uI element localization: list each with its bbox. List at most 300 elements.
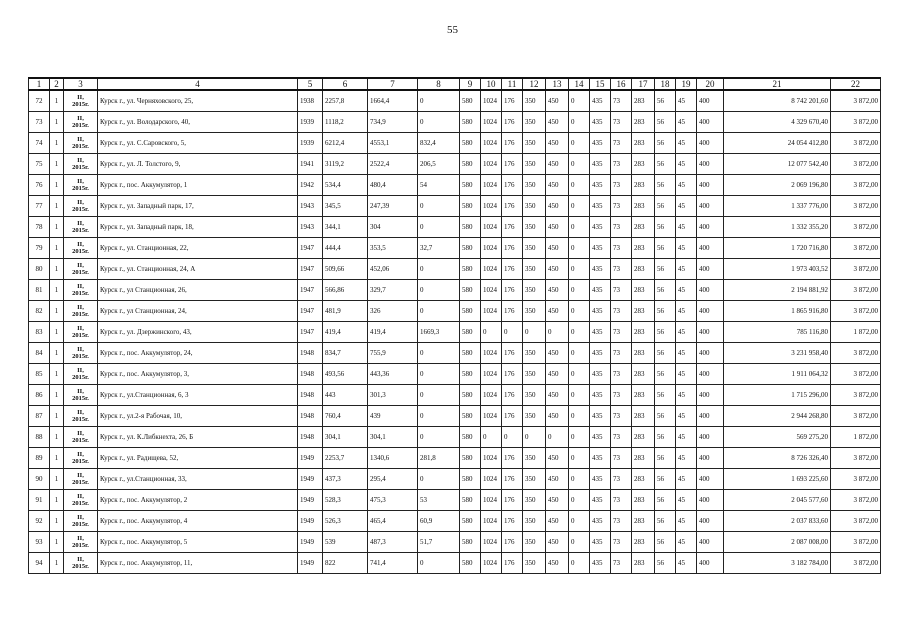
period-line: II, bbox=[77, 514, 84, 521]
table-cell: 78 bbox=[29, 217, 50, 238]
table-cell: 75 bbox=[29, 154, 50, 175]
table-cell: 2 045 577,60 bbox=[724, 490, 831, 511]
table-cell: 2 087 008,00 bbox=[724, 532, 831, 553]
table-cell: 450 bbox=[546, 259, 569, 280]
table-cell: 400 bbox=[697, 385, 724, 406]
table-cell: 344,1 bbox=[323, 217, 368, 238]
column-number-header: 17 bbox=[632, 78, 655, 90]
table-cell: 350 bbox=[523, 217, 546, 238]
table-cell: 73 bbox=[611, 427, 632, 448]
table-cell: 435 bbox=[590, 448, 611, 469]
table-cell: 1 bbox=[50, 196, 64, 217]
table-cell: 0 bbox=[569, 406, 590, 427]
table-cell: 580 bbox=[460, 406, 481, 427]
period-line: 2015г. bbox=[72, 164, 89, 171]
table-cell: 283 bbox=[632, 154, 655, 175]
table-cell: 1024 bbox=[481, 385, 502, 406]
period-line: II, bbox=[77, 283, 84, 290]
table-cell: 73 bbox=[611, 154, 632, 175]
table-cell: 435 bbox=[590, 322, 611, 343]
table-cell: 1 bbox=[50, 238, 64, 259]
table-row bbox=[29, 175, 881, 196]
table-cell: 435 bbox=[590, 406, 611, 427]
table-cell: 283 bbox=[632, 532, 655, 553]
column-number-header: 1 bbox=[29, 78, 50, 90]
table-cell: 400 bbox=[697, 154, 724, 175]
table-cell: 580 bbox=[460, 448, 481, 469]
table-cell: 176 bbox=[502, 448, 523, 469]
period-line: II, bbox=[77, 262, 84, 269]
period-cell bbox=[64, 511, 98, 532]
table-cell: 439 bbox=[368, 406, 418, 427]
table-cell: 56 bbox=[655, 196, 676, 217]
table-row bbox=[29, 427, 881, 448]
table-cell: 1024 bbox=[481, 448, 502, 469]
table-cell: 0 bbox=[569, 154, 590, 175]
table-cell: 56 bbox=[655, 175, 676, 196]
table-cell: 3 872,00 bbox=[831, 385, 881, 406]
table-cell: 435 bbox=[590, 112, 611, 133]
column-number-header: 8 bbox=[418, 78, 460, 90]
table-cell: 1948 bbox=[298, 406, 323, 427]
table-cell: 45 bbox=[676, 511, 697, 532]
column-number-header: 4 bbox=[98, 78, 298, 90]
table-cell: 0 bbox=[418, 301, 460, 322]
table-cell: 206,5 bbox=[418, 154, 460, 175]
table-cell: 437,3 bbox=[323, 469, 368, 490]
table-cell: 487,3 bbox=[368, 532, 418, 553]
period-line: 2015г. bbox=[72, 227, 89, 234]
table-cell: 3 872,00 bbox=[831, 112, 881, 133]
table-cell: 0 bbox=[569, 532, 590, 553]
address-cell: Курск г., ул. Западный парк, 18, bbox=[98, 217, 298, 238]
table-cell: 450 bbox=[546, 112, 569, 133]
table-cell: 450 bbox=[546, 217, 569, 238]
table-cell: 0 bbox=[418, 343, 460, 364]
table-cell: 0 bbox=[569, 364, 590, 385]
table-cell: 56 bbox=[655, 259, 676, 280]
address-cell: Курск г., пос. Аккумулятор, 5 bbox=[98, 532, 298, 553]
table-cell: 283 bbox=[632, 511, 655, 532]
table-cell: 400 bbox=[697, 90, 724, 112]
table-cell: 509,66 bbox=[323, 259, 368, 280]
address-cell: Курск г., ул. Л. Толстого, 9, bbox=[98, 154, 298, 175]
table-cell: 24 054 412,80 bbox=[724, 133, 831, 154]
column-number-header: 5 bbox=[298, 78, 323, 90]
table-cell: 45 bbox=[676, 385, 697, 406]
table-cell: 1949 bbox=[298, 532, 323, 553]
table-cell: 465,4 bbox=[368, 511, 418, 532]
address-cell: Курск г., ул. Володарского, 40, bbox=[98, 112, 298, 133]
table-cell: 89 bbox=[29, 448, 50, 469]
table-cell: 400 bbox=[697, 133, 724, 154]
address-cell: Курск г., ул. Черняховского, 25, bbox=[98, 90, 298, 112]
table-cell: 580 bbox=[460, 385, 481, 406]
table-cell: 73 bbox=[611, 322, 632, 343]
table-cell: 283 bbox=[632, 280, 655, 301]
address-cell: Курск г., ул Станционная, 26, bbox=[98, 280, 298, 301]
table-cell: 283 bbox=[632, 364, 655, 385]
table-cell: 0 bbox=[418, 217, 460, 238]
table-cell: 1 bbox=[50, 259, 64, 280]
table-cell: 295,4 bbox=[368, 469, 418, 490]
table-cell: 176 bbox=[502, 90, 523, 112]
period-cell bbox=[64, 490, 98, 511]
table-cell: 580 bbox=[460, 175, 481, 196]
table-cell: 0 bbox=[569, 196, 590, 217]
table-cell: 1024 bbox=[481, 90, 502, 112]
table-cell: 176 bbox=[502, 511, 523, 532]
table-cell: 0 bbox=[502, 427, 523, 448]
table-cell: 329,7 bbox=[368, 280, 418, 301]
table-cell: 45 bbox=[676, 175, 697, 196]
table-cell: 56 bbox=[655, 532, 676, 553]
table-cell: 400 bbox=[697, 364, 724, 385]
column-number-header: 14 bbox=[569, 78, 590, 90]
table-cell: 54 bbox=[418, 175, 460, 196]
table-cell: 450 bbox=[546, 553, 569, 574]
table-row bbox=[29, 490, 881, 511]
table-cell: 73 bbox=[611, 238, 632, 259]
table-cell: 79 bbox=[29, 238, 50, 259]
table-cell: 1948 bbox=[298, 385, 323, 406]
table-cell: 73 bbox=[611, 553, 632, 574]
table-cell: 73 bbox=[611, 469, 632, 490]
table-cell: 45 bbox=[676, 343, 697, 364]
table-cell: 56 bbox=[655, 343, 676, 364]
table-cell: 1 872,00 bbox=[831, 427, 881, 448]
table-cell: 741,4 bbox=[368, 553, 418, 574]
table-cell: 400 bbox=[697, 259, 724, 280]
table-cell: 91 bbox=[29, 490, 50, 511]
table-cell: 73 bbox=[611, 406, 632, 427]
table-cell: 1 bbox=[50, 553, 64, 574]
table-cell: 526,3 bbox=[323, 511, 368, 532]
table-cell: 0 bbox=[569, 385, 590, 406]
table-cell: 1942 bbox=[298, 175, 323, 196]
period-cell bbox=[64, 406, 98, 427]
table-cell: 0 bbox=[418, 196, 460, 217]
table-cell: 45 bbox=[676, 154, 697, 175]
table-cell: 73 bbox=[611, 364, 632, 385]
table-cell: 1024 bbox=[481, 259, 502, 280]
table-cell: 1024 bbox=[481, 364, 502, 385]
table-cell: 283 bbox=[632, 490, 655, 511]
column-number-row bbox=[29, 78, 881, 90]
table-cell: 45 bbox=[676, 406, 697, 427]
table-cell: 51,7 bbox=[418, 532, 460, 553]
table-cell: 400 bbox=[697, 511, 724, 532]
table-cell: 3 231 958,40 bbox=[724, 343, 831, 364]
table-cell: 450 bbox=[546, 90, 569, 112]
table-cell: 45 bbox=[676, 322, 697, 343]
table-cell: 350 bbox=[523, 385, 546, 406]
table-cell: 283 bbox=[632, 553, 655, 574]
table-cell: 45 bbox=[676, 217, 697, 238]
table-cell: 400 bbox=[697, 406, 724, 427]
table-cell: 435 bbox=[590, 238, 611, 259]
table-cell: 1 bbox=[50, 301, 64, 322]
table-cell: 2 194 881,92 bbox=[724, 280, 831, 301]
table-cell: 56 bbox=[655, 427, 676, 448]
table-cell: 580 bbox=[460, 364, 481, 385]
table-cell: 77 bbox=[29, 196, 50, 217]
table-cell: 176 bbox=[502, 301, 523, 322]
table-row bbox=[29, 364, 881, 385]
table-cell: 3 872,00 bbox=[831, 238, 881, 259]
table-cell: 435 bbox=[590, 553, 611, 574]
period-line: II, bbox=[77, 472, 84, 479]
period-line: II, bbox=[77, 430, 84, 437]
table-row bbox=[29, 532, 881, 553]
table-cell: 435 bbox=[590, 175, 611, 196]
period-line: 2015г. bbox=[72, 416, 89, 423]
table-cell: 81 bbox=[29, 280, 50, 301]
table-row bbox=[29, 448, 881, 469]
period-line: 2015г. bbox=[72, 290, 89, 297]
table-cell: 435 bbox=[590, 364, 611, 385]
table-cell: 1 337 776,00 bbox=[724, 196, 831, 217]
address-cell: Курск г., ул. Станционная, 24, А bbox=[98, 259, 298, 280]
address-cell: Курск г., ул Станционная, 24, bbox=[98, 301, 298, 322]
table-cell: 72 bbox=[29, 90, 50, 112]
address-cell: Курск г., ул. Западный парк, 17, bbox=[98, 196, 298, 217]
table-cell: 283 bbox=[632, 217, 655, 238]
table-cell: 281,8 bbox=[418, 448, 460, 469]
table-cell: 0 bbox=[569, 322, 590, 343]
period-line: 2015г. bbox=[72, 437, 89, 444]
table-cell: 1024 bbox=[481, 238, 502, 259]
table-cell: 56 bbox=[655, 280, 676, 301]
table-cell: 0 bbox=[418, 112, 460, 133]
table-row bbox=[29, 511, 881, 532]
address-cell: Курск г., ул.Станционная, 33, bbox=[98, 469, 298, 490]
table-cell: 400 bbox=[697, 427, 724, 448]
table-cell: 0 bbox=[418, 427, 460, 448]
table-cell: 4553,1 bbox=[368, 133, 418, 154]
period-cell bbox=[64, 322, 98, 343]
table-cell: 90 bbox=[29, 469, 50, 490]
table-cell: 350 bbox=[523, 238, 546, 259]
period-line: II, bbox=[77, 325, 84, 332]
table-cell: 450 bbox=[546, 364, 569, 385]
table-cell: 580 bbox=[460, 280, 481, 301]
table-cell: 1947 bbox=[298, 238, 323, 259]
table-cell: 45 bbox=[676, 553, 697, 574]
table-cell: 350 bbox=[523, 406, 546, 427]
table-cell: 1024 bbox=[481, 406, 502, 427]
column-number-header: 18 bbox=[655, 78, 676, 90]
table-cell: 0 bbox=[418, 364, 460, 385]
table-cell: 176 bbox=[502, 280, 523, 301]
table-cell: 3 872,00 bbox=[831, 90, 881, 112]
table-cell: 176 bbox=[502, 490, 523, 511]
table-cell: 580 bbox=[460, 511, 481, 532]
table-row bbox=[29, 469, 881, 490]
table-cell: 1947 bbox=[298, 301, 323, 322]
table-cell: 301,3 bbox=[368, 385, 418, 406]
table-cell: 2257,8 bbox=[323, 90, 368, 112]
table-cell: 444,4 bbox=[323, 238, 368, 259]
period-line: II, bbox=[77, 136, 84, 143]
table-cell: 452,06 bbox=[368, 259, 418, 280]
period-line: 2015г. bbox=[72, 206, 89, 213]
period-cell bbox=[64, 280, 98, 301]
table-cell: 283 bbox=[632, 112, 655, 133]
period-line: 2015г. bbox=[72, 479, 89, 486]
table-cell: 1 bbox=[50, 511, 64, 532]
table-cell: 326 bbox=[368, 301, 418, 322]
table-cell: 435 bbox=[590, 259, 611, 280]
period-line: II, bbox=[77, 304, 84, 311]
table-cell: 580 bbox=[460, 196, 481, 217]
table-cell: 0 bbox=[523, 322, 546, 343]
table-cell: 60,9 bbox=[418, 511, 460, 532]
period-line: II, bbox=[77, 451, 84, 458]
period-cell bbox=[64, 196, 98, 217]
table-cell: 3 872,00 bbox=[831, 301, 881, 322]
table-cell: 400 bbox=[697, 490, 724, 511]
period-line: II, bbox=[77, 535, 84, 542]
table-cell: 0 bbox=[481, 322, 502, 343]
table-cell: 1 bbox=[50, 217, 64, 238]
table-cell: 1024 bbox=[481, 469, 502, 490]
table-cell: 3 872,00 bbox=[831, 217, 881, 238]
table-cell: 1664,4 bbox=[368, 90, 418, 112]
table-cell: 45 bbox=[676, 259, 697, 280]
period-line: 2015г. bbox=[72, 185, 89, 192]
table-cell: 1 bbox=[50, 364, 64, 385]
table-cell: 1947 bbox=[298, 322, 323, 343]
table-cell: 0 bbox=[418, 90, 460, 112]
address-cell: Курск г., пос. Аккумулятор, 1 bbox=[98, 175, 298, 196]
period-line: 2015г. bbox=[72, 332, 89, 339]
table-cell: 1024 bbox=[481, 490, 502, 511]
table-cell: 580 bbox=[460, 343, 481, 364]
column-number-header: 15 bbox=[590, 78, 611, 90]
table-cell: 304 bbox=[368, 217, 418, 238]
table-cell: 176 bbox=[502, 175, 523, 196]
table-cell: 450 bbox=[546, 469, 569, 490]
period-line: 2015г. bbox=[72, 500, 89, 507]
table-cell: 1024 bbox=[481, 112, 502, 133]
table-cell: 353,5 bbox=[368, 238, 418, 259]
table-cell: 400 bbox=[697, 280, 724, 301]
table-cell: 755,9 bbox=[368, 343, 418, 364]
table-cell: 3 872,00 bbox=[831, 154, 881, 175]
column-number-header: 9 bbox=[460, 78, 481, 90]
table-cell: 0 bbox=[418, 406, 460, 427]
column-number-header: 13 bbox=[546, 78, 569, 90]
table-cell: 56 bbox=[655, 553, 676, 574]
table-cell: 0 bbox=[481, 427, 502, 448]
table-cell: 82 bbox=[29, 301, 50, 322]
table-cell: 74 bbox=[29, 133, 50, 154]
table-cell: 45 bbox=[676, 280, 697, 301]
table-cell: 45 bbox=[676, 469, 697, 490]
period-line: 2015г. bbox=[72, 563, 89, 570]
table-cell: 785 116,80 bbox=[724, 322, 831, 343]
table-cell: 0 bbox=[418, 385, 460, 406]
table-cell: 1024 bbox=[481, 280, 502, 301]
table-cell: 247,39 bbox=[368, 196, 418, 217]
table-cell: 435 bbox=[590, 343, 611, 364]
table-row bbox=[29, 259, 881, 280]
table-cell: 1024 bbox=[481, 301, 502, 322]
table-cell: 73 bbox=[611, 280, 632, 301]
table-cell: 1943 bbox=[298, 196, 323, 217]
table-row bbox=[29, 112, 881, 133]
table-cell: 73 bbox=[611, 490, 632, 511]
table-cell: 0 bbox=[569, 280, 590, 301]
table-cell: 400 bbox=[697, 217, 724, 238]
address-cell: Курск г., ул. Станционная, 22, bbox=[98, 238, 298, 259]
table-cell: 350 bbox=[523, 553, 546, 574]
table-cell: 1024 bbox=[481, 133, 502, 154]
column-number-header: 22 bbox=[831, 78, 881, 90]
table-cell: 3 872,00 bbox=[831, 553, 881, 574]
period-cell bbox=[64, 385, 98, 406]
table-cell: 283 bbox=[632, 196, 655, 217]
table-cell: 1024 bbox=[481, 217, 502, 238]
table-cell: 73 bbox=[611, 448, 632, 469]
table-cell: 1948 bbox=[298, 343, 323, 364]
table-cell: 435 bbox=[590, 154, 611, 175]
table-cell: 0 bbox=[569, 448, 590, 469]
table-cell: 1024 bbox=[481, 175, 502, 196]
table-cell: 73 bbox=[611, 259, 632, 280]
table-cell: 1949 bbox=[298, 553, 323, 574]
table-cell: 45 bbox=[676, 196, 697, 217]
period-line: II, bbox=[77, 556, 84, 563]
table-cell: 450 bbox=[546, 238, 569, 259]
table-cell: 1 bbox=[50, 343, 64, 364]
table-cell: 0 bbox=[523, 427, 546, 448]
table-cell: 0 bbox=[569, 175, 590, 196]
table-cell: 0 bbox=[569, 490, 590, 511]
table-cell: 350 bbox=[523, 511, 546, 532]
period-line: 2015г. bbox=[72, 101, 89, 108]
table-cell: 85 bbox=[29, 364, 50, 385]
table-cell: 400 bbox=[697, 532, 724, 553]
table-cell: 1949 bbox=[298, 469, 323, 490]
address-cell: Курск г., ул. С.Саровского, 5, bbox=[98, 133, 298, 154]
table-row bbox=[29, 196, 881, 217]
table-cell: 1947 bbox=[298, 280, 323, 301]
table-cell: 0 bbox=[418, 280, 460, 301]
table-cell: 1 bbox=[50, 427, 64, 448]
table-cell: 400 bbox=[697, 112, 724, 133]
table-cell: 450 bbox=[546, 301, 569, 322]
table-cell: 450 bbox=[546, 280, 569, 301]
table-cell: 350 bbox=[523, 175, 546, 196]
table-row bbox=[29, 343, 881, 364]
address-cell: Курск г., ул.2-я Рабочая, 10, bbox=[98, 406, 298, 427]
table-cell: 304,1 bbox=[323, 427, 368, 448]
table-cell: 56 bbox=[655, 301, 676, 322]
table-cell: 1939 bbox=[298, 133, 323, 154]
table-row bbox=[29, 553, 881, 574]
table-cell: 283 bbox=[632, 406, 655, 427]
table-cell: 283 bbox=[632, 322, 655, 343]
table-cell: 475,3 bbox=[368, 490, 418, 511]
table-cell: 0 bbox=[569, 238, 590, 259]
table-cell: 56 bbox=[655, 154, 676, 175]
period-cell bbox=[64, 364, 98, 385]
table-cell: 3 872,00 bbox=[831, 490, 881, 511]
table-cell: 760,4 bbox=[323, 406, 368, 427]
table-cell: 73 bbox=[29, 112, 50, 133]
